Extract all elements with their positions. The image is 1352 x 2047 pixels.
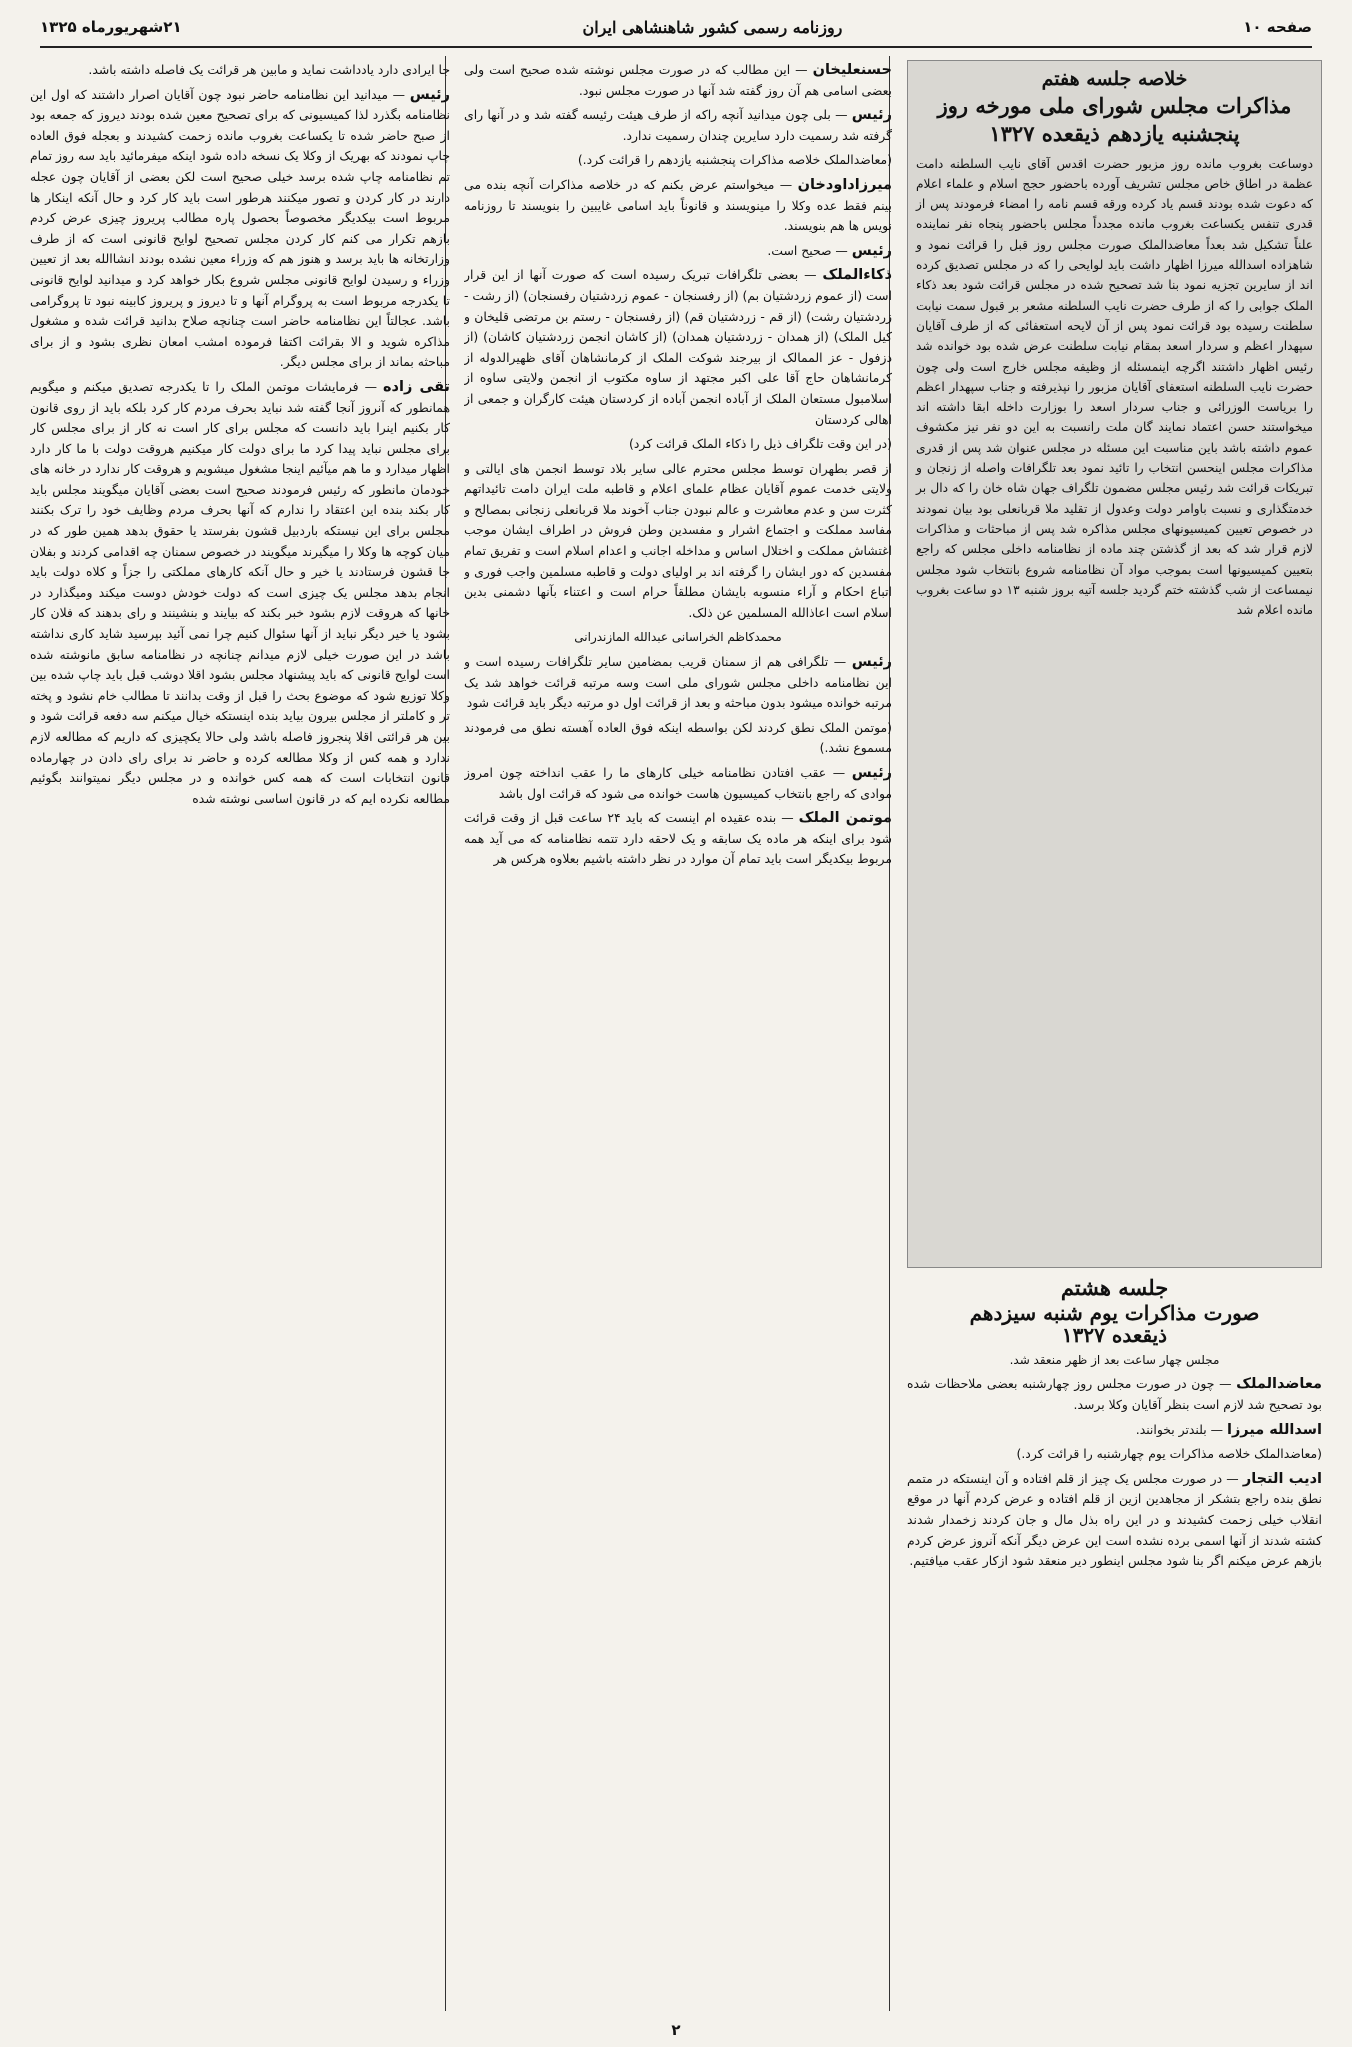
speech-text: — در صورت مجلس یک چیز از قلم افتاده و آن اینستکه در متمم نطق بنده راجع بتشکر از مجاهدین ازین از قلم افتاده و عرض کردم آنها در موقع انقلاب خیلی زحمت کشیدند و در این راه بذل مال و جان کردند زخمدار شدند کشته شدند از آنها اسمی برده نشده است این عرض دیگر آنکه آنروز عرض کردم بازهم عرض میکنم اگر بنا شود مجلس اینطور دیر منعقد شود ازکار عقب میافتیم.: [907, 1470, 1322, 1569]
session-eight: [907, 1275, 1322, 1572]
speaker-name: رئیس: [851, 654, 892, 671]
speech-text: — این مطالب که در صورت مجلس نوشته شده صحیح است ولی بعضی اسامی هم آن روز گفته شد آنها در صورت مجلس نبود.: [464, 62, 892, 98]
speech-text: — بلندتر بخوانند.: [1135, 1421, 1224, 1437]
speech-text: (معاضدالملک خلاصه مذاکرات پنجشنبه یازدهم را قرائت کرد.): [577, 152, 892, 168]
speech-text: — تلگرافی هم از سمنان قریب بمضامین سایر تلگرافات رسیده است و این نظامنامه داخلی مجلس شورای ملی است وسه مرتبه قرائت خواهد شد یک مرتبه خوانده میشود بدون مباحثه و بعد از قرائت اول دو مرتبه دیگر باید قرائت شود: [464, 654, 892, 711]
speaker-name: حسنعلیخان: [812, 62, 892, 78]
speaker-name: رئیس: [409, 86, 450, 103]
speech-text: (در این وقت تلگراف ذیل را ذکاء الملک قرائت کرد): [629, 436, 892, 452]
middle-column: [464, 60, 892, 2009]
speech-text: — چون در صورت مجلس روز چهارشنبه بعضی ملاحظات شده بود تصحیح شد لازم است بنظر آقایان وکلا برسد.: [907, 1376, 1322, 1412]
summary-title: خلاصه جلسه هفتم: [1041, 68, 1188, 90]
speech-text: (موتمن الملک نطق کردند لکن بواسطه اینکه فوق العاده آهسته نطق می فرمودند مسموع نشد.): [464, 719, 892, 756]
speech-text: (معاضدالملک خلاصه مذاکرات یوم چهارشنبه را قرائت کرد.): [1016, 1446, 1322, 1462]
left-column: [30, 60, 450, 2009]
speech-paragraph: [907, 1420, 1322, 1441]
speech-paragraph: [464, 763, 892, 804]
session-subtitle: صورت مذاکرات یوم شنبه سیزدهم: [969, 1300, 1260, 1325]
speech-text: — فرمایشات موتمن الملک را تا یکدرجه تصدیق میکنم و میگویم همانطور که آنروز آنجا گفته شد نباید بحرف مردم کار کرد بلکه باید از روی قانون کار بکنیم اینرا باید دانست که مجلس برای کار است نه کار از برای مجلس کار برای مجلس نباید پیدا کرد ما برای دولت کار میکنیم هروقت دولت با ما کار دارد اظهار میدارد و ما هم میآئیم اینجا مشغول میشویم و هروقت کار ندارد در خانه های خودمان مانطور که رئیس فرمودند صحیح است بعضی آقایان میگویند مجلس باید کار بکند بنده این اعتقاد را ندارم که آنها بحرف مردم وظایف خود را ترک بکنند مجلس برای این نیستکه باردبیل قشون بفرستد یا حقوق بدهد همین طور که در میان کوچه ها وکلا را میگیرند میگویند در خصوص سمنان چه اقدامی کردند و بفلان جا قشون فرستادند یا خیر و حال آنکه کارهای مملکتی را جزاً و کلاه دولت باید انجام بدهد مجلس یک چیزی است که دولت خودش دوست میکند ومیگذارد در خانها که هروقت لازم بشود خبر بکند که بیایند و بنشینند و رای بدهند که فلان کار بشود یا خیر دیگر نباید از آنها سئوال کنیم چرا نمی آئید بپرسید شاید کاری نداشته باشد در این صورت خیلی لازم میدانم چنانچه در نظامنامه سابق مانوشته شده است لوایح قانونی که باید پیشنهاد مجلس بشود اقلا دوشب قبل باید چاپ شده بین وکلا توزیع شود که موضوع بحث را قبل از وقت بدانند تا مطالب خام نشود و پخته تر و کاملتر از مجلس بیرون بیاید بنده اینستکه خیال میکنم سه دفعه قرائت شود و بین هر قرائتی اقلا پنجروز فاصله باشد ولی حالا یکچیزی که داریم که مطالعه لازم ندارد و همه کس از وکلا مطالعه کرده و حاضر ند برای رای دادن در چهارماده قانون انتخابات است که همه کس خوانده و در مجلس دیگر نمیتوانند بگوئیم مطالعه نکرده ایم که در قانون اساسی نوشته شده: [30, 378, 450, 806]
speech-text: — بنده عقیده ام اینست که باید ۲۴ ساعت قبل از وقت قرائت شود برای اینکه هر ماده یک سابقه و یک لاحقه دارد تتمه نظامنامه که می آید همه مربوط بیکدیگر است باید تمام آن موارد در نظر داشته باشیم بعلاوه هرکس هر: [464, 810, 892, 867]
session-meta: مجلس چهار ساعت بعد از ظهر منعقد شد.: [1009, 1352, 1220, 1367]
speech-text: — میدانید این نظامنامه حاضر نبود چون آقایان اصرار داشتند که اول این نظامنامه بگذرد لذا کمیسیونی که برای تصحیح معین شده بودند دیروز که جمعه بود از صبح حاضر شده تا یکساعت بغروب مانده زحمت کشیدند و بعجله فوق العاده چاپ نمودند که بهریک از وکلا یک نسخه داده شود اینکه میفرمائید باید سه روز تمام تم نظامنامه چاپ شده برسد خیلی صحیح است لکن بعضی از آقایان چون عجله دارند در کار کردن و تصور میکنند هرطور است باید کار کرد و حال آنکه اینکار ها مربوط است بیکدیگر مخصوصاً بحصول پاره مطالب پریروز چیزی عرض کردم بازهم تکرار می کنم کار کردن مجلس تصحیح لوایح قانونی است که از طرف وزارتخانه ها باید برسد و هنوز هم که وزراء معین نشده بودند انشاالله بعد از تعیین وزراء و رسیدن لوایح قانونی مجلس شروع بکار خواهد کرد و میدانید لوایح قانونی تا یکدرجه مربوط است به پروگرام آنها و تا دیروز و پریروز کابینه نبود تا پروگرامی باشد. عجالتاً این نظامنامه حاضر است چنانچه صلاح بدانید قرائت شده و مشغول مذاکره شوید و الا بقرائت اکتفا فرموده امشب امعان نظری بشود و از برای مباحثه بماند از برای مجلس دیگر.: [30, 86, 450, 370]
issue-date: ۲۱شهریورماه ۱۳۲۵: [40, 18, 182, 36]
summary-subtitle: مذاکرات مجلس شورای ملی مورخه روز پنجشنبه یازدهم ذیقعده ۱۳۲۷: [937, 92, 1292, 146]
page-label: صفحه ۱۰: [1243, 18, 1312, 36]
speech-paragraph: [30, 85, 450, 373]
speech-text: — میخواستم عرض بکنم که در خلاصه مذاکرات آنچه بنده می بینم فقط عده وکلا را مینویسند و قانوناً باید اسامی غایبین را بنویسند تا روزنامه نویس ها هم بنویسند.: [464, 176, 892, 234]
speaker-name: ادیب التجار: [1242, 1470, 1322, 1487]
session-title: جلسه هشتم: [1060, 1275, 1169, 1300]
middle-entries: [464, 60, 892, 870]
speech-paragraph: [464, 105, 892, 146]
speech-text: — بعضی تلگرافات تبریک رسیده است که صورت آنها از این قرار است (از عموم زردشتیان بم) (از رفسنجان - عموم زردشتیان رفسنجان) (از رشت - زردشتیان رشت) (از قم - زردشتیان قم) (از رفسنجان - رستم بن مرتضی قلیخان و کیل الملک) (از همدان - زردشتیان همدان) (از کاشان انجمن زردشتیان کاشان) (از دزفول - عز الممالک از بیرجند شوکت الملک از کرمانشاهان آقای ظهیرالدوله از کرمانشاهان حاج آقا علی اکبر مجتهد از ساوه مکتوب از انجمن ولایتی ساوه از اسلامبول مستعان الملک از آباده انجمن آباده از کردستان هیئت کارگران و جمعی از اهالی کردستان: [464, 267, 892, 427]
speaker-name: معاضدالملک: [1236, 1376, 1322, 1393]
speech-paragraph: [30, 60, 450, 81]
speech-paragraph: [907, 1469, 1322, 1572]
speech-paragraph: [907, 1444, 1322, 1465]
summary-box: [907, 60, 1322, 1268]
newspaper-title: روزنامه رسمی کشور شاهنشاهی ایران: [582, 17, 843, 37]
left-entries: [30, 60, 450, 809]
speech-paragraph: [464, 265, 892, 430]
speaker-name: رئیس: [851, 242, 892, 259]
speech-paragraph: [464, 241, 892, 262]
signature-line: [464, 627, 892, 648]
speaker-name: اسدالله میرزا: [1226, 1421, 1322, 1438]
speech-paragraph: [464, 60, 892, 101]
speech-text: — عقب افتادن نظامنامه خیلی کارهای ما را عقب انداخته چون امروز موادی که راجع بانتخاب کمیسیون هاست خوانده می شود که قرائت اول باشد: [464, 765, 892, 801]
session-entries: [907, 1374, 1322, 1571]
speech-paragraph: [464, 150, 892, 171]
speaker-name: رئیس: [851, 765, 892, 781]
speaker-name: موتمن الملک: [798, 810, 892, 827]
speech-paragraph: [464, 175, 892, 237]
speech-paragraph: [464, 434, 892, 455]
summary-text: دوساعت بغروب مانده روز مزبور حضرت اقدس آقای نایب السلطنه دامت عظمة در اطاق خاص مجلس تشریف آورده باحضور حجج اسلام و علماء اعلام که دعوت شده بودند قسم یاد کرده ورقه قسم نامه را امضاء فرمودند پس از قدری تنفس یکساعت بغروب مانده مجدداً مجلس باحضور پنجاه نفر نماینده علناً تشکیل شد بعداً معاضدالملک صورت مجلس روز قبل را قرائت نمود و شاهزاده اسدالله میرزا اظهار داشت باید لوایحی را که در مجلس تصدیق کرده اند از سایرین تجزیه نمود بنا شد تصحیح شده در مجلس قرائت شود بعد ذکاء الملک جوابی را که از طرف حضرت نایب السلطنه مشعر بر قبول سمت نیابت سلطنت رسیده بود قرائت نمود پس از آن لایحه استعفائی که از طرف آقایان سپهدار اعظم و سردار اسعد بمقام نیابت سلطنت عرض شده بود خوانده شد رئیس اظهار داشتند اگرچه اینمسئله از وظیفه مجلس خارج است ولی چون حضرت نایب السلطنه استعفای آقایان مزبور را نپذیرفته و جناب سپهدار اعظم را بریاست الوزرائی و جناب سردار اسعد را بوزارت داخله ابقا داشته اند میخواستند حسن اعتماد نمایند گان ملت رانسبت به این دو نفر نیز مکشوف عموم داشته باشد باین مناسبت این مسئله در مجلس عنوان شد پس از قدری مذاکرات مجلس اینحسن انتخاب را تائید نمود بعد تلگرافات واصله از زنجان و تبریکات قرائت شد رئیس مجلس مضمون تلگراف جهان شاه خان را که دال بر خدمتگذاری و نسبت باوامر دولت وعدول از تقلید ملا قربانعلی بود بیان نمودند در خصوص تعیین کمیسیونهای مجلس مذاکره شد پس از مباحثات و مذاکرات لازم قرار شد که بعد از گذشتن چند ماده از نظامنامه داخلی مجلس که راجع بتعیین کمیسیونها است بموجب مواد آن نظامنامه شروع بانتخاب شود مجلس نیمساعت از شب گذشته ختم گردید جلسه آتیه بروز شنبه ۱۳ دو ساعت بغروب مانده اعلام شد: [916, 156, 1313, 618]
speech-text: — بلی چون میدانید آنچه راکه از طرف هیئت رئیسه گفته شد و در آنها رای گرفته شد رسمیت دارد سایرین چندان رسمیت ندارد.: [464, 107, 892, 143]
page-number: ۲: [671, 2021, 681, 2039]
speech-paragraph: [30, 377, 450, 809]
speech-paragraph: [464, 459, 892, 624]
speech-text: محمدکاظم الخراسانی عبدالله المازندرانی: [574, 630, 782, 645]
speaker-name: ذکاءالملک: [822, 267, 892, 284]
speaker-name: تقی زاده: [383, 378, 450, 395]
speech-text: از قصر بطهران توسط مجلس محترم عالی سایر بلاد توسط انجمن های ایالتی و ولایتی خدمت عموم آقایان عظام علمای اعلام و قاطبه ملت ایران دامت تائیداتهم کثرت سن و عدم معاشرت و عالم نبودن جناب آخوند ملا قربانعلی زنجانی بمصالح و مفاسد مملکت و اجتماع اشرار و مفسدین وطن فروش در اطراف ایشان موجب اغتشاش مملکت و اختلال اساس و مداخله اجانب و اعدام اسلام است و تفریق تمام مفسدین که دور ایشان را گرفته اند بر اولیای دولت و قاطبه مسلمین واجب فوری و اتباع احکام و آراء منسوبه بایشان مطلقاً حرام است و اعتناء بآنها دشمنی بدین اسلام است اعاذالله المسلمین عن ذلک.: [464, 460, 892, 620]
page-header: [40, 8, 1312, 48]
speaker-name: رئیس: [851, 107, 892, 124]
speech-paragraph: [464, 718, 892, 759]
speech-paragraph: [464, 652, 892, 714]
speech-paragraph: [464, 808, 892, 870]
speech-text: جا ایرادی دارد یادداشت نماید و مابین هر قرائت یک فاصله داشته باشد.: [88, 62, 450, 77]
speaker-name: میرزاداودخان: [797, 176, 892, 193]
right-column: [907, 60, 1322, 2009]
speech-paragraph: [907, 1374, 1322, 1415]
speech-text: — صحیح است.: [767, 242, 848, 258]
session-date: ذیقعده ۱۳۲۷: [1061, 1323, 1168, 1348]
